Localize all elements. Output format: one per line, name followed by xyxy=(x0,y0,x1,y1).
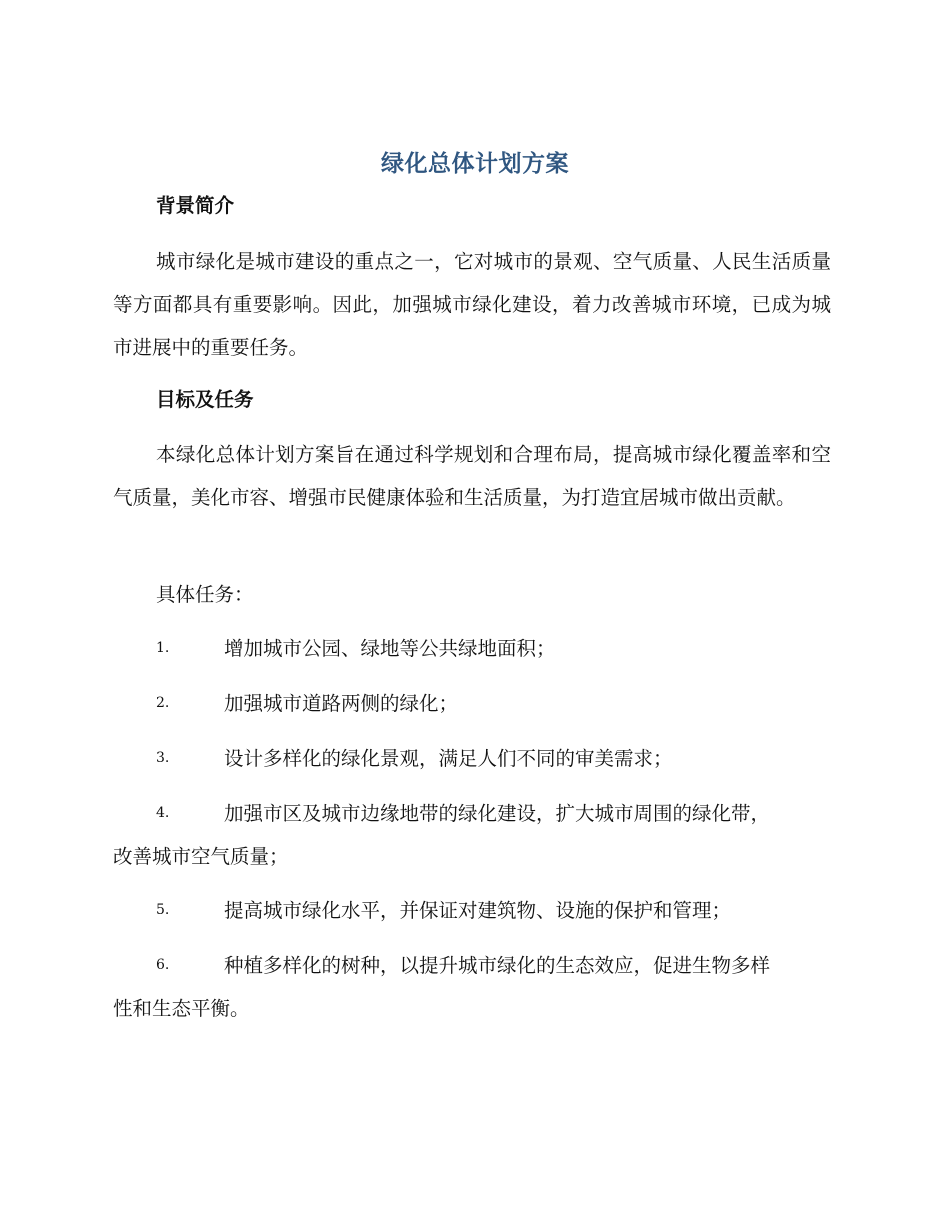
section-heading-background: 背景简介 xyxy=(156,194,235,217)
document-title: 绿化总体计划方案 xyxy=(381,151,569,177)
list-item xyxy=(113,627,831,670)
list-item xyxy=(113,792,831,878)
list-item xyxy=(113,889,831,932)
list-item-text: 种植多样化的树种，以提升城市绿化的生态效应，促进生物多样 xyxy=(224,954,771,977)
list-item-number: 6. xyxy=(156,957,170,973)
list-item-text: 提高城市绿化水平，并保证对建筑物、设施的保护和管理； xyxy=(224,899,732,922)
list-item-number: 2. xyxy=(156,695,170,711)
list-item-text: 加强城市道路两侧的绿化； xyxy=(224,692,459,715)
list-item-number: 5. xyxy=(156,902,170,918)
list-item-number: 3. xyxy=(156,750,170,766)
tasks-label: 具体任务： xyxy=(156,583,254,606)
section-paragraph-background: 城市绿化是城市建设的重点之一，它对城市的景观、空气质量、人民生活质量等方面都具有重要影响。因此，加强城市绿化建设，着力改善城市环境，已成为城市进展中的重要任务。 xyxy=(113,250,831,359)
list-item-text: 加强市区及城市边缘地带的绿化建设，扩大城市周围的绿化带， xyxy=(224,802,771,825)
section-paragraph-goals: 本绿化总体计划方案旨在通过科学规划和合理布局，提高城市绿化覆盖率和空气质量，美化市容、增强市民健康体验和生活质量，为打造宜居城市做出贡献。 xyxy=(113,443,831,509)
list-item-text: 增加城市公园、绿地等公共绿地面积； xyxy=(224,637,556,660)
list-item-text: 设计多样化的绿化景观，满足人们不同的审美需求； xyxy=(224,747,673,770)
list-item xyxy=(113,682,831,725)
list-item-number: 4. xyxy=(156,805,170,821)
list-item-text-continued: 性和生态平衡。 xyxy=(113,997,250,1020)
section-heading-goals: 目标及任务 xyxy=(156,388,254,411)
list-item-number: 1. xyxy=(156,640,170,656)
list-item-text-continued: 改善城市空气质量； xyxy=(113,845,289,868)
list-item xyxy=(113,737,831,780)
list-item xyxy=(113,944,831,1030)
